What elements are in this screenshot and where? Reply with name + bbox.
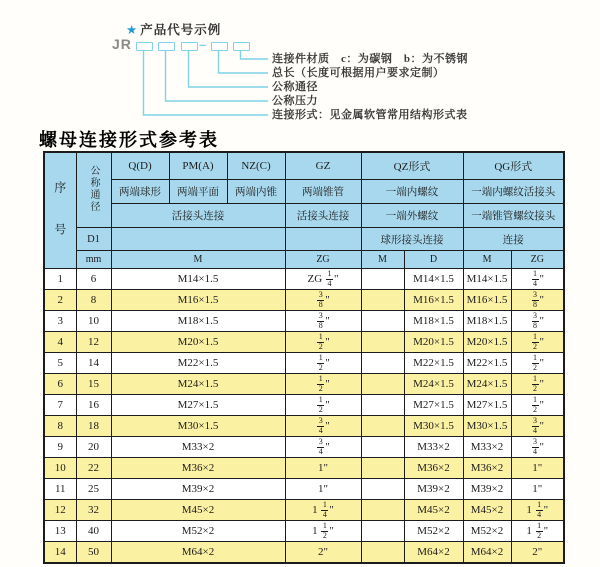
header-unit-qg-zg: ZG: [511, 251, 564, 269]
header-form-qz: QZ形式: [361, 152, 463, 179]
table-cell: [361, 353, 404, 374]
table-body: [44, 269, 564, 563]
table-cell: 16: [76, 395, 111, 416]
fraction: $\frac{1}{2}$: [533, 373, 538, 393]
header-form-q: Q(D): [111, 152, 169, 179]
table-cell: M27×1.5: [463, 395, 511, 416]
header-ext-thread-qz: 一端外螺纹: [361, 204, 463, 228]
table-cell: $\frac{1}{2}$ ": [285, 395, 361, 416]
table-cell: M14×1.5: [463, 269, 511, 290]
table-cell: 7: [44, 395, 76, 416]
table-row: [44, 458, 564, 479]
table-cell: [361, 500, 404, 521]
table-cell: M30×1.5: [111, 416, 285, 437]
table-cell: 8: [44, 416, 76, 437]
table-cell: 18: [76, 416, 111, 437]
header-seq-label: 序号: [52, 181, 67, 265]
table-cell: M18×1.5: [111, 311, 285, 332]
diagram-title-line: [126, 20, 221, 38]
table-cell: 1 $\frac{1}{4}$ ": [511, 500, 564, 521]
table-cell: M64×2: [463, 542, 511, 563]
table-cell: M22×1.5: [404, 353, 463, 374]
header-ends-pm: 两端平面: [169, 179, 227, 203]
table-row: [44, 332, 564, 353]
table-cell: 6: [44, 374, 76, 395]
table-cell: M27×1.5: [111, 395, 285, 416]
table-cell: $\frac{3}{8}$ ": [511, 290, 564, 311]
fraction: $\frac{1}{2}$: [318, 352, 323, 372]
table-cell: M64×2: [111, 542, 285, 563]
table-cell: M24×1.5: [404, 374, 463, 395]
table-cell: 1": [285, 458, 361, 479]
callout-label-pressure: 公称压力: [272, 95, 318, 107]
section-title: 螺母连接形式参考表: [39, 130, 219, 150]
table-cell: 5: [44, 353, 76, 374]
table-cell: M18×1.5: [463, 311, 511, 332]
table-cell: M52×2: [404, 521, 463, 542]
table-cell: M45×2: [463, 500, 511, 521]
header-form-qg: QG形式: [463, 152, 564, 179]
table-cell: 10: [76, 311, 111, 332]
table-cell: [361, 332, 404, 353]
table-cell: M30×1.5: [404, 416, 463, 437]
table-cell: M33×2: [111, 437, 285, 458]
code-prefix: JR: [112, 36, 132, 52]
table-row: [44, 395, 564, 416]
header-seq: [44, 152, 76, 269]
table-row: [44, 374, 564, 395]
table-cell: 1": [285, 479, 361, 500]
table-cell: M52×2: [463, 521, 511, 542]
table-cell: $\frac{1}{2}$ ": [511, 374, 564, 395]
callout-labels: [272, 52, 468, 122]
header-union-qpmnz: 活接头连接: [111, 204, 285, 228]
table-cell: [361, 395, 404, 416]
table-cell: $\frac{1}{2}$ ": [511, 332, 564, 353]
table-cell: 1 $\frac{1}{2}$ ": [285, 521, 361, 542]
table-row: [44, 290, 564, 311]
header-ends-nz: 两端内锥: [227, 179, 285, 203]
table-cell: 4: [44, 332, 76, 353]
table-cell: $\frac{3}{8}$ ": [285, 311, 361, 332]
code-box-2: [158, 42, 175, 51]
fraction: $\frac{1}{4}$: [322, 499, 327, 519]
table-cell: [361, 374, 404, 395]
table-cell: M27×1.5: [404, 395, 463, 416]
table-cell: M45×2: [404, 500, 463, 521]
header-form-gz: GZ: [285, 152, 361, 179]
table-cell: M14×1.5: [111, 269, 285, 290]
table-cell: 40: [76, 521, 111, 542]
header-ball-joint-qz: 球形接头连接: [361, 228, 463, 251]
header-d1: D1: [76, 228, 111, 251]
header-form-nz: NZ(C): [227, 152, 285, 179]
table-cell: M18×1.5: [404, 311, 463, 332]
table-cell: 12: [44, 500, 76, 521]
table-cell: M33×2: [404, 437, 463, 458]
table-row: [44, 479, 564, 500]
table-cell: 9: [44, 437, 76, 458]
table-cell: $\frac{3}{8}$ ": [285, 290, 361, 311]
nut-connection-table: [43, 151, 565, 564]
fraction: $\frac{1}{4}$: [533, 268, 538, 288]
callout-label-length: 总长（长度可根据用户要求定制）: [272, 67, 445, 79]
table-cell: M36×2: [111, 458, 285, 479]
table-cell: $\frac{1}{2}$ ": [285, 353, 361, 374]
table-cell: [361, 311, 404, 332]
header-unit-m: M: [111, 251, 285, 269]
table-row: [44, 521, 564, 542]
table-cell: ZG $\frac{1}{4}$ ": [285, 269, 361, 290]
table-cell: 2": [285, 542, 361, 563]
table-cell: M52×2: [111, 521, 285, 542]
callout-label-diameter: 公称通径: [272, 81, 318, 93]
table-cell: $\frac{1}{2}$ ": [511, 395, 564, 416]
table-cell: 11: [44, 479, 76, 500]
table-cell: M16×1.5: [463, 290, 511, 311]
table-row: [44, 311, 564, 332]
table-cell: 25: [76, 479, 111, 500]
header-blank-2: [285, 228, 361, 251]
table-cell: 32: [76, 500, 111, 521]
fraction: $\frac{1}{2}$: [533, 394, 538, 414]
table-cell: $\frac{3}{4}$ ": [511, 416, 564, 437]
table-cell: M20×1.5: [111, 332, 285, 353]
fraction: $\frac{1}{2}$: [318, 394, 323, 414]
header-ends-gz: 两端锥管: [285, 179, 361, 203]
table-cell: 50: [76, 542, 111, 563]
table-cell: 20: [76, 437, 111, 458]
table-row: [44, 542, 564, 563]
table-cell: M20×1.5: [404, 332, 463, 353]
table-cell: $\frac{1}{4}$ ": [511, 269, 564, 290]
code-box-1: [136, 42, 153, 51]
table-cell: $\frac{3}{4}$ ": [285, 416, 361, 437]
table-cell: 3: [44, 311, 76, 332]
table-cell: $\frac{1}{2}$ ": [285, 374, 361, 395]
table-cell: M16×1.5: [111, 290, 285, 311]
table-cell: M39×2: [111, 479, 285, 500]
table-cell: M30×1.5: [463, 416, 511, 437]
header-ends-qg: 一端内螺纹活接头: [463, 179, 564, 203]
table-cell: 22: [76, 458, 111, 479]
header-nominal-label: 公称通径: [88, 164, 99, 213]
table-cell: M16×1.5: [404, 290, 463, 311]
code-box-5: [233, 42, 250, 51]
table-cell: 8: [76, 290, 111, 311]
header-blank-1: [111, 228, 285, 251]
table-cell: 1 $\frac{1}{4}$ ": [285, 500, 361, 521]
code-box-4: [211, 42, 228, 51]
table-cell: $\frac{1}{2}$ ": [511, 353, 564, 374]
table-cell: M36×2: [404, 458, 463, 479]
fraction: $\frac{1}{2}$: [322, 520, 327, 540]
table-cell: M22×1.5: [111, 353, 285, 374]
header-union-gz: 活接头连接: [285, 204, 361, 228]
table-cell: 12: [76, 332, 111, 353]
table-cell: M33×2: [463, 437, 511, 458]
table-cell: 6: [76, 269, 111, 290]
table-row: [44, 500, 564, 521]
table-cell: [361, 479, 404, 500]
table-cell: $\frac{3}{4}$ ": [511, 437, 564, 458]
header-connect-qg: 连接: [463, 228, 564, 251]
table-cell: 1: [44, 269, 76, 290]
table-cell: 1": [511, 458, 564, 479]
table-cell: M24×1.5: [111, 374, 285, 395]
callout-label-connection: 连接形式：见金属软管常用结构形式表: [272, 109, 468, 121]
header-unit-zg: ZG: [285, 251, 361, 269]
header-ends-qz: 一端内螺纹: [361, 179, 463, 203]
header-ends-q: 两端球形: [111, 179, 169, 203]
table-cell: [361, 521, 404, 542]
header-unit-qz-m: M: [361, 251, 404, 269]
table-cell: M64×2: [404, 542, 463, 563]
table-cell: [361, 542, 404, 563]
table-cell: M20×1.5: [463, 332, 511, 353]
star-icon: ★: [126, 23, 139, 37]
table-row: [44, 437, 564, 458]
table-cell: $\frac{1}{2}$ ": [285, 332, 361, 353]
fraction: $\frac{1}{2}$: [537, 520, 542, 540]
code-dash: –: [199, 37, 207, 52]
table-cell: [361, 458, 404, 479]
table-cell: M45×2: [111, 500, 285, 521]
header-mm: mm: [76, 251, 111, 269]
fraction: $\frac{3}{8}$: [318, 289, 323, 309]
header-row-ends: [44, 179, 564, 203]
header-nominal-diameter: [76, 152, 111, 228]
table-cell: [361, 416, 404, 437]
fraction: $\frac{1}{4}$: [327, 268, 332, 288]
table-cell: M22×1.5: [463, 353, 511, 374]
table-row: [44, 353, 564, 374]
table-row: [44, 269, 564, 290]
code-box-3: [181, 42, 198, 51]
table-cell: $\frac{3}{8}$ ": [511, 311, 564, 332]
fraction: $\frac{3}{4}$: [318, 415, 323, 435]
table-cell: [361, 437, 404, 458]
fraction: $\frac{1}{2}$: [318, 373, 323, 393]
fraction: $\frac{1}{4}$: [537, 499, 542, 519]
header-taper-joint-qg: 一端锥管螺纹接头: [463, 204, 564, 228]
table-cell: M36×2: [463, 458, 511, 479]
table-row: [44, 416, 564, 437]
header-form-pm: PM(A): [169, 152, 227, 179]
fraction: $\frac{3}{4}$: [533, 415, 538, 435]
table-cell: 2": [511, 542, 564, 563]
fraction: $\frac{1}{2}$: [533, 331, 538, 351]
fraction: $\frac{3}{8}$: [533, 289, 538, 309]
table-cell: 13: [44, 521, 76, 542]
table-cell: [361, 290, 404, 311]
table-cell: 14: [76, 353, 111, 374]
table-cell: 2: [44, 290, 76, 311]
table-cell: $\frac{3}{4}$ ": [285, 437, 361, 458]
fraction: $\frac{1}{2}$: [318, 331, 323, 351]
table-cell: 1": [511, 479, 564, 500]
header-unit-qz-d: D: [404, 251, 463, 269]
table-cell: 1 $\frac{1}{2}$ ": [511, 521, 564, 542]
table-cell: 14: [44, 542, 76, 563]
table-cell: M39×2: [463, 479, 511, 500]
header-row-units: [44, 251, 564, 269]
table-cell: M39×2: [404, 479, 463, 500]
diagram-title: 产品代号示例: [140, 23, 222, 37]
table-cell: M14×1.5: [404, 269, 463, 290]
fraction: $\frac{3}{8}$: [533, 310, 538, 330]
header-row-codes: [44, 152, 564, 179]
table-cell: 10: [44, 458, 76, 479]
header-unit-qg-m: M: [463, 251, 511, 269]
table-cell: 15: [76, 374, 111, 395]
table-cell: M24×1.5: [463, 374, 511, 395]
header-row-connection: [44, 204, 564, 228]
fraction: $\frac{3}{8}$: [318, 310, 323, 330]
fraction: $\frac{1}{2}$: [533, 352, 538, 372]
callout-label-material: 连接件材质 c：为碳钢 b：为不锈钢: [272, 53, 468, 65]
header-row-d1: [44, 228, 564, 251]
fraction: $\frac{3}{4}$: [318, 436, 323, 456]
table-cell: [361, 269, 404, 290]
fraction: $\frac{3}{4}$: [533, 436, 538, 456]
